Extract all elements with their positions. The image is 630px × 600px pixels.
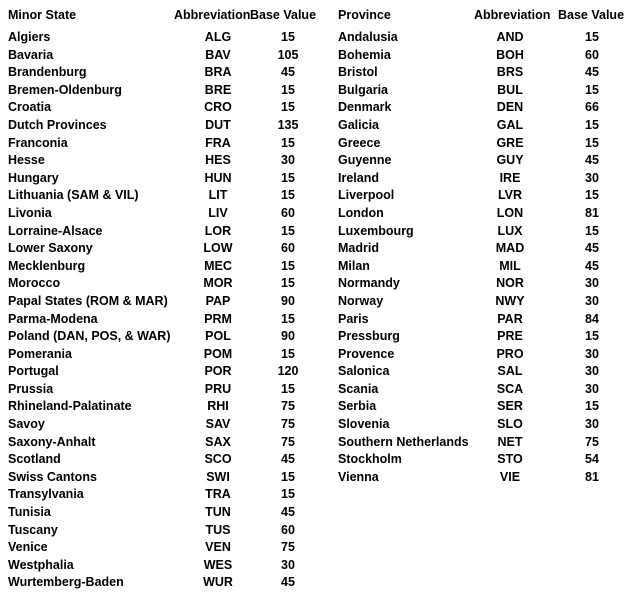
abbreviation-cell: VIE [499, 469, 521, 484]
name-cell: Luxembourg [338, 223, 414, 238]
base-value-cell: 15 [281, 100, 295, 115]
province-table [338, 6, 628, 486]
abbreviation-cell: BOH [496, 47, 524, 62]
base-value-cell: 45 [585, 65, 599, 80]
table-row [338, 363, 628, 381]
base-value-cell: 45 [281, 65, 295, 80]
table-row [8, 275, 330, 293]
table-row [338, 451, 628, 469]
name-cell: Salonica [338, 364, 390, 379]
name-cell: Scania [338, 381, 379, 396]
table-row [8, 539, 330, 557]
name-cell: Norway [338, 293, 384, 308]
name-cell: Pomerania [8, 346, 72, 361]
base-value-cell: 15 [281, 188, 295, 203]
table-row [338, 205, 628, 223]
abbreviation-cell: AND [496, 30, 524, 44]
name-cell: Portugal [8, 364, 59, 379]
abbreviation-header: Abbreviation [474, 8, 551, 22]
province-header: Province [338, 8, 391, 22]
abbreviation-cell: LON [496, 205, 524, 220]
name-cell: Vienna [338, 469, 379, 484]
table-row [8, 117, 330, 135]
table-row [8, 99, 330, 117]
base-value-cell: 15 [585, 223, 599, 238]
table-row [338, 82, 628, 100]
name-cell: Croatia [8, 100, 52, 115]
abbreviation-cell: SLO [497, 417, 523, 432]
base-value-cell: 30 [585, 170, 599, 185]
name-cell: Savoy [8, 417, 45, 432]
abbreviation-cell: SER [497, 399, 523, 414]
abbreviation-cell: NWY [495, 293, 525, 308]
name-cell: Westphalia [8, 557, 74, 572]
table-row [338, 240, 628, 258]
abbreviation-cell: GUY [496, 153, 524, 168]
name-cell: Lithuania (SAM & VIL) [8, 188, 139, 203]
table-row [8, 311, 330, 329]
base-value-cell: 15 [585, 30, 599, 44]
abbreviation-cell: NET [497, 434, 523, 449]
abbreviation-cell: HUN [204, 170, 232, 185]
table-row [8, 328, 330, 346]
name-cell: Slovenia [338, 417, 390, 432]
abbreviation-cell: NOR [496, 276, 524, 291]
abbreviation-cell: MAD [495, 241, 525, 256]
name-cell: Algiers [8, 30, 51, 44]
table-row [8, 187, 330, 205]
name-cell: Greece [338, 135, 381, 150]
minor-state-header: Minor State [8, 8, 77, 22]
abbreviation-cell: PRM [204, 311, 232, 326]
abbreviation-cell: MOR [203, 276, 233, 291]
name-cell: Tunisia [8, 505, 51, 520]
name-cell: Dutch Provinces [8, 117, 107, 132]
name-cell: Saxony-Anhalt [8, 434, 96, 449]
abbreviation-cell: PRE [497, 329, 523, 344]
abbreviation-cell: GRE [496, 135, 524, 150]
abbreviation-cell: WES [203, 557, 233, 572]
abbreviation-cell: POM [203, 346, 233, 361]
abbreviation-cell: GAL [496, 117, 524, 132]
table-row [338, 47, 628, 65]
name-cell: Parma-Modena [8, 311, 98, 326]
name-cell: Brandenburg [8, 65, 87, 80]
name-cell: Stockholm [338, 452, 402, 467]
name-cell: Mecklenburg [8, 258, 86, 273]
table-row [338, 170, 628, 188]
base-value-cell: 30 [585, 381, 599, 396]
base-value-cell: 15 [585, 135, 599, 150]
name-cell: Bulgaria [338, 82, 389, 97]
name-cell: Provence [338, 346, 395, 361]
abbreviation-cell: RHI [207, 399, 229, 414]
table-row [8, 135, 330, 153]
base-value-cell: 135 [277, 117, 299, 132]
table-row [8, 469, 330, 487]
base-value-cell: 75 [281, 399, 295, 414]
abbreviation-cell: HES [205, 153, 231, 168]
abbreviation-cell: PAR [497, 311, 523, 326]
abbreviation-cell: TRA [205, 487, 231, 502]
abbreviation-cell: CRO [204, 100, 232, 115]
base-value-cell: 90 [281, 293, 295, 308]
base-value-cell: 30 [585, 364, 599, 379]
abbreviation-cell: VEN [205, 540, 231, 555]
abbreviation-cell: LOR [204, 223, 232, 238]
base-value-cell: 75 [281, 434, 295, 449]
name-cell: Scotland [8, 452, 61, 467]
base-value-cell: 15 [281, 469, 295, 484]
abbreviation-cell: MEC [204, 258, 232, 273]
name-cell: Hungary [8, 170, 59, 185]
base-value-cell: 15 [585, 117, 599, 132]
table-row [338, 416, 628, 434]
abbreviation-cell: POL [205, 329, 231, 344]
abbreviation-cell: DUT [205, 117, 231, 132]
table-row [8, 240, 330, 258]
base-value-cell: 60 [281, 522, 295, 537]
table-row [8, 346, 330, 364]
name-cell: London [338, 205, 384, 220]
abbreviation-cell: IRE [499, 170, 521, 185]
abbreviation-cell: LIT [208, 188, 228, 203]
table-row [338, 293, 628, 311]
abbreviation-cell: LUX [497, 223, 523, 238]
base-value-cell: 15 [585, 329, 599, 344]
base-value-cell: 81 [585, 469, 599, 484]
table-row [338, 135, 628, 153]
table-row [338, 346, 628, 364]
table-row [8, 504, 330, 522]
name-cell: Bremen-Oldenburg [8, 82, 122, 97]
name-cell: Galicia [338, 117, 379, 132]
table-row [8, 47, 330, 65]
name-cell: Serbia [338, 399, 377, 414]
name-cell: Milan [338, 258, 370, 273]
name-cell: Madrid [338, 241, 379, 256]
name-cell: Morocco [8, 276, 61, 291]
name-cell: Transylvania [8, 487, 84, 502]
abbreviation-cell: ALG [204, 30, 232, 44]
base-value-cell: 15 [585, 82, 599, 97]
base-value-cell: 81 [585, 205, 599, 220]
base-value-header: Base Value [250, 8, 317, 22]
abbreviation-cell: SCA [496, 381, 524, 396]
table-row [338, 64, 628, 82]
abbreviation-cell: BAV [205, 47, 231, 62]
table-row [8, 451, 330, 469]
name-cell: Denmark [338, 100, 392, 115]
base-value-cell: 15 [281, 82, 295, 97]
base-value-cell: 30 [585, 417, 599, 432]
table-row [8, 205, 330, 223]
name-cell: Livonia [8, 205, 52, 220]
table-row [338, 117, 628, 135]
abbreviation-cell: SWI [206, 469, 230, 484]
table-row [338, 469, 628, 487]
base-value-cell: 45 [585, 241, 599, 256]
name-cell: Liverpool [338, 188, 395, 203]
base-value-cell: 45 [281, 452, 295, 467]
table-row [338, 311, 628, 329]
base-value-cell: 75 [585, 434, 599, 449]
name-cell: Bavaria [8, 47, 54, 62]
abbreviation-cell: PRU [204, 381, 232, 396]
name-cell: Ireland [338, 170, 379, 185]
table-row [8, 486, 330, 504]
base-value-cell: 45 [281, 575, 295, 590]
base-value-cell: 66 [585, 100, 599, 115]
base-value-cell: 15 [585, 188, 599, 203]
base-value-cell: 45 [585, 258, 599, 273]
table-row [338, 152, 628, 170]
abbreviation-cell: LVR [497, 188, 523, 203]
base-value-cell: 15 [585, 399, 599, 414]
base-value-cell: 15 [281, 487, 295, 502]
abbreviation-cell: WUR [203, 575, 233, 590]
abbreviation-cell: STO [497, 452, 523, 467]
table-row [338, 434, 628, 452]
name-cell: Bohemia [338, 47, 391, 62]
province-header-row [338, 6, 628, 25]
base-value-cell: 30 [281, 557, 295, 572]
abbreviation-cell: TUS [205, 522, 231, 537]
table-row [8, 82, 330, 100]
base-value-cell: 105 [277, 47, 299, 62]
name-cell: Wurtemberg-Baden [8, 575, 124, 590]
abbreviation-cell: SCO [204, 452, 232, 467]
name-cell: Prussia [8, 381, 54, 396]
table-row [338, 223, 628, 241]
base-value-cell: 15 [281, 276, 295, 291]
base-value-cell: 120 [277, 364, 299, 379]
base-value-cell: 30 [585, 346, 599, 361]
name-cell: Lorraine-Alsace [8, 223, 103, 238]
table-row [8, 152, 330, 170]
name-cell: Hesse [8, 153, 45, 168]
table-row [8, 574, 330, 592]
name-cell: Andalusia [338, 30, 398, 44]
table-row [8, 29, 330, 47]
name-cell: Swiss Cantons [8, 469, 97, 484]
base-value-cell: 15 [281, 170, 295, 185]
table-row [338, 187, 628, 205]
name-cell: Guyenne [338, 153, 392, 168]
table-row [8, 398, 330, 416]
table-row [8, 293, 330, 311]
abbreviation-cell: SAX [205, 434, 231, 449]
base-value-cell: 15 [281, 346, 295, 361]
table-row [8, 381, 330, 399]
name-cell: Tuscany [8, 522, 58, 537]
name-cell: Paris [338, 311, 369, 326]
abbreviation-cell: BRE [204, 82, 232, 97]
abbreviation-header: Abbreviation [174, 8, 251, 22]
name-cell: Venice [8, 540, 48, 555]
base-value-cell: 54 [585, 452, 599, 467]
name-cell: Bristol [338, 65, 378, 80]
abbreviation-cell: BUL [497, 82, 523, 97]
abbreviation-cell: SAL [497, 364, 523, 379]
table-row [338, 398, 628, 416]
base-value-cell: 45 [281, 505, 295, 520]
base-value-cell: 60 [585, 47, 599, 62]
base-value-header: Base Value [558, 8, 625, 22]
name-cell: Rhineland-Palatinate [8, 399, 132, 414]
minor-state-header-row [8, 6, 330, 25]
name-cell: Lower Saxony [8, 241, 93, 256]
table-row [8, 434, 330, 452]
base-value-cell: 84 [585, 311, 599, 326]
table-row [8, 223, 330, 241]
province-rows [338, 29, 628, 486]
base-value-cell: 15 [281, 223, 295, 238]
table-row [338, 381, 628, 399]
table-row [8, 522, 330, 540]
table-row [338, 99, 628, 117]
table-row [338, 29, 628, 47]
abbreviation-cell: TUN [205, 505, 231, 520]
table-row [8, 64, 330, 82]
base-value-cell: 15 [281, 30, 295, 44]
base-value-cell: 15 [281, 135, 295, 150]
abbreviation-cell: PRO [496, 346, 524, 361]
minor-state-table [8, 6, 330, 592]
base-value-cell: 60 [281, 205, 295, 220]
table-row [338, 258, 628, 276]
abbreviation-cell: DEN [496, 100, 524, 115]
abbreviation-cell: BRA [204, 65, 232, 80]
table-row [338, 275, 628, 293]
base-value-cell: 75 [281, 417, 295, 432]
abbreviation-cell: LIV [208, 205, 228, 220]
name-cell: Southern Netherlands [338, 434, 469, 449]
base-value-cell: 45 [585, 153, 599, 168]
table-row [8, 170, 330, 188]
abbreviation-cell: SAV [205, 417, 231, 432]
base-value-cell: 30 [585, 276, 599, 291]
abbreviation-cell: LOW [203, 241, 233, 256]
minor-state-rows [8, 29, 330, 592]
name-cell: Normandy [338, 276, 400, 291]
table-row [8, 363, 330, 381]
base-value-cell: 60 [281, 241, 295, 256]
abbreviation-cell: POR [204, 364, 232, 379]
name-cell: Pressburg [338, 329, 400, 344]
name-cell: Poland (DAN, POS, & WAR) [8, 329, 171, 344]
base-value-cell: 15 [281, 381, 295, 396]
base-value-cell: 15 [281, 311, 295, 326]
table-row [8, 557, 330, 575]
name-cell: Papal States (ROM & MAR) [8, 293, 168, 308]
table-row [338, 328, 628, 346]
table-row [8, 258, 330, 276]
base-value-cell: 15 [281, 258, 295, 273]
base-value-cell: 75 [281, 540, 295, 555]
base-value-cell: 30 [281, 153, 295, 168]
abbreviation-cell: FRA [205, 135, 231, 150]
abbreviation-cell: PAP [205, 293, 231, 308]
base-value-cell: 30 [585, 293, 599, 308]
base-value-cell: 90 [281, 329, 295, 344]
table-row [8, 416, 330, 434]
abbreviation-cell: MIL [499, 258, 521, 273]
name-cell: Franconia [8, 135, 68, 150]
abbreviation-cell: BRS [496, 65, 524, 80]
